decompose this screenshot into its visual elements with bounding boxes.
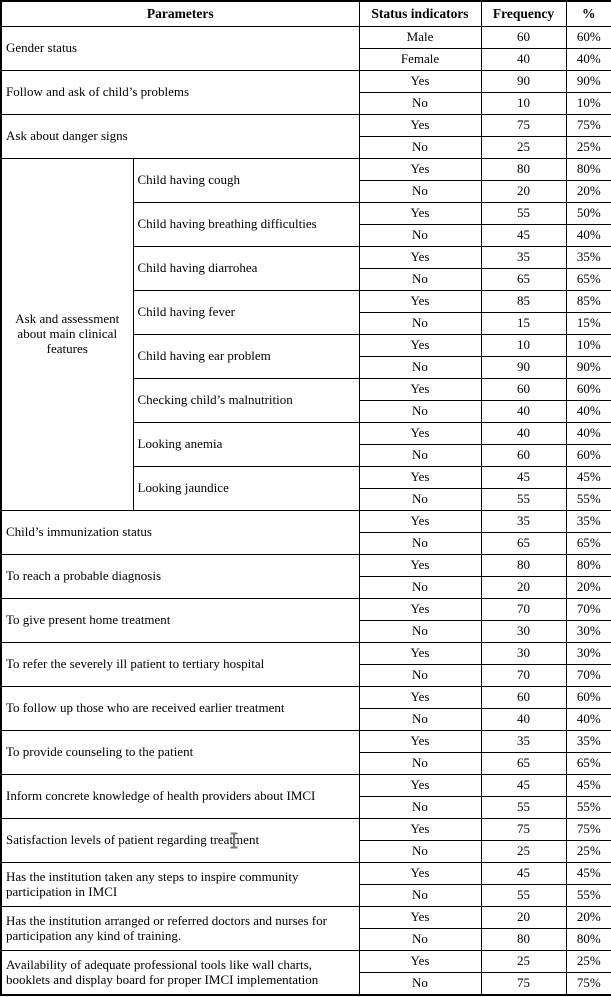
frequency-cell: 40 [481,423,566,445]
frequency-cell: 80 [481,555,566,577]
status-cell: Yes [359,687,481,709]
status-cell: No [359,841,481,863]
parameter-cell: To refer the severely ill patient to tertiary hospital [1,643,359,687]
status-cell: Yes [359,379,481,401]
percent-cell: 40% [566,401,611,423]
status-cell: No [359,401,481,423]
frequency-cell: 45 [481,863,566,885]
percent-cell: 30% [566,643,611,665]
status-cell: No [359,181,481,203]
frequency-cell: 55 [481,885,566,907]
parameter-cell: Satisfaction levels of patient regarding treatment [1,819,359,863]
status-cell: Yes [359,599,481,621]
percent-cell: 90% [566,71,611,93]
status-cell: Yes [359,511,481,533]
parameter-cell: To follow up those who are received earlier treatment [1,687,359,731]
percent-cell: 25% [566,951,611,973]
parameter-cell: Follow and ask of child’s problems [1,71,359,115]
frequency-cell: 80 [481,159,566,181]
table-row [1,951,611,973]
parameter-cell: Gender status [1,27,359,71]
sub-parameter-cell: Child having fever [133,291,359,335]
percent-cell: 75% [566,973,611,996]
table-row [1,511,611,533]
percent-cell: 30% [566,621,611,643]
status-cell: Yes [359,203,481,225]
status-cell: Yes [359,951,481,973]
percent-cell: 25% [566,841,611,863]
percent-cell: 40% [566,709,611,731]
percent-cell: 20% [566,181,611,203]
status-cell: Yes [359,863,481,885]
percent-cell: 40% [566,225,611,247]
table-row [1,71,611,93]
percent-cell: 65% [566,753,611,775]
percent-cell: 70% [566,665,611,687]
percent-cell: 25% [566,137,611,159]
status-cell: Yes [359,467,481,489]
status-cell: No [359,137,481,159]
status-cell: Yes [359,731,481,753]
percent-cell: 10% [566,335,611,357]
parameter-cell: Has the institution arranged or referred doctors and nurses for participation any kind of training. [1,907,359,951]
table-row [1,907,611,929]
status-cell: No [359,445,481,467]
status-cell: No [359,357,481,379]
status-cell: Yes [359,819,481,841]
percent-cell: 90% [566,357,611,379]
status-cell: No [359,929,481,951]
status-cell: No [359,797,481,819]
frequency-cell: 15 [481,313,566,335]
frequency-cell: 70 [481,665,566,687]
parameter-cell: Child’s immunization status [1,511,359,555]
status-cell: No [359,533,481,555]
parameter-cell: Availability of adequate professional tools like wall charts, booklets and display board for proper IMCI implementation [1,951,359,996]
frequency-cell: 65 [481,269,566,291]
table-row [1,775,611,797]
percent-cell: 20% [566,577,611,599]
table-row [1,599,611,621]
parameter-cell: Has the institution taken any steps to inspire community participation in IMCI [1,863,359,907]
frequency-cell: 30 [481,621,566,643]
frequency-cell: 35 [481,511,566,533]
frequency-cell: 75 [481,973,566,996]
status-cell: Yes [359,907,481,929]
table-row [1,159,611,181]
percent-cell: 80% [566,159,611,181]
percent-cell: 60% [566,379,611,401]
frequency-cell: 40 [481,709,566,731]
frequency-cell: 20 [481,577,566,599]
status-cell: No [359,225,481,247]
sub-parameter-cell: Child having breathing difficulties [133,203,359,247]
parameter-cell: To provide counseling to the patient [1,731,359,775]
frequency-cell: 65 [481,533,566,555]
status-cell: Male [359,27,481,49]
percent-cell: 60% [566,445,611,467]
percent-cell: 70% [566,599,611,621]
status-cell: No [359,489,481,511]
status-cell: No [359,753,481,775]
status-cell: No [359,665,481,687]
percent-cell: 35% [566,511,611,533]
frequency-cell: 75 [481,115,566,137]
percent-cell: 75% [566,115,611,137]
percent-cell: 45% [566,775,611,797]
table-body [1,27,611,996]
percent-cell: 35% [566,247,611,269]
sub-parameter-cell: Looking anemia [133,423,359,467]
percent-cell: 35% [566,731,611,753]
frequency-cell: 60 [481,27,566,49]
table-row [1,643,611,665]
frequency-cell: 40 [481,401,566,423]
percent-cell: 15% [566,313,611,335]
percent-cell: 55% [566,797,611,819]
status-cell: Yes [359,159,481,181]
sub-parameter-cell: Child having cough [133,159,359,203]
frequency-cell: 25 [481,951,566,973]
frequency-cell: 80 [481,929,566,951]
frequency-cell: 30 [481,643,566,665]
frequency-cell: 40 [481,49,566,71]
percent-cell: 45% [566,467,611,489]
table-row [1,555,611,577]
status-cell: No [359,885,481,907]
frequency-cell: 60 [481,379,566,401]
header-status-indicators: Status indicators [359,1,481,27]
frequency-cell: 55 [481,489,566,511]
sub-parameter-cell: Looking jaundice [133,467,359,511]
percent-cell: 45% [566,863,611,885]
frequency-cell: 90 [481,357,566,379]
status-cell: Yes [359,247,481,269]
frequency-cell: 55 [481,203,566,225]
header-parameters: Parameters [1,1,359,27]
percent-cell: 65% [566,269,611,291]
sub-parameter-cell: Child having diarrohea [133,247,359,291]
frequency-cell: 60 [481,445,566,467]
frequency-cell: 55 [481,797,566,819]
table-row [1,27,611,49]
frequency-cell: 45 [481,467,566,489]
table-header [1,1,611,27]
parameter-cell: Ask about danger signs [1,115,359,159]
header-frequency: Frequency [481,1,566,27]
parameter-cell: To give present home treatment [1,599,359,643]
table-row [1,819,611,841]
frequency-cell: 65 [481,753,566,775]
header-percent: % [566,1,611,27]
percent-cell: 85% [566,291,611,313]
percent-cell: 40% [566,49,611,71]
status-cell: No [359,973,481,996]
percent-cell: 60% [566,27,611,49]
table-row [1,115,611,137]
frequency-cell: 45 [481,775,566,797]
percent-cell: 40% [566,423,611,445]
frequency-cell: 25 [481,137,566,159]
parameter-group-cell: Ask and assessment about main clinical features [1,159,133,511]
status-cell: Yes [359,423,481,445]
percent-cell: 75% [566,819,611,841]
frequency-cell: 25 [481,841,566,863]
status-cell: No [359,93,481,115]
percent-cell: 55% [566,489,611,511]
header-row [1,1,611,27]
percent-cell: 20% [566,907,611,929]
frequency-cell: 60 [481,687,566,709]
parameter-cell: Inform concrete knowledge of health providers about IMCI [1,775,359,819]
percent-cell: 10% [566,93,611,115]
frequency-cell: 35 [481,247,566,269]
frequency-cell: 90 [481,71,566,93]
percent-cell: 80% [566,929,611,951]
percent-cell: 80% [566,555,611,577]
status-cell: Yes [359,291,481,313]
sub-parameter-cell: Child having ear problem [133,335,359,379]
frequency-cell: 85 [481,291,566,313]
frequency-cell: 70 [481,599,566,621]
status-cell: Female [359,49,481,71]
sub-parameter-cell: Checking child’s malnutrition [133,379,359,423]
frequency-cell: 10 [481,335,566,357]
status-cell: Yes [359,643,481,665]
status-cell: Yes [359,775,481,797]
status-cell: Yes [359,115,481,137]
percent-cell: 60% [566,687,611,709]
parameter-cell: To reach a probable diagnosis [1,555,359,599]
percent-cell: 55% [566,885,611,907]
frequency-cell: 20 [481,907,566,929]
frequency-cell: 10 [481,93,566,115]
table-row [1,863,611,885]
status-cell: No [359,709,481,731]
status-cell: No [359,269,481,291]
table-row [1,687,611,709]
percent-cell: 65% [566,533,611,555]
status-cell: Yes [359,555,481,577]
status-cell: No [359,621,481,643]
status-cell: No [359,577,481,599]
frequency-cell: 75 [481,819,566,841]
percent-cell: 50% [566,203,611,225]
frequency-cell: 20 [481,181,566,203]
status-cell: Yes [359,71,481,93]
status-cell: No [359,313,481,335]
frequency-cell: 35 [481,731,566,753]
status-cell: Yes [359,335,481,357]
table-row [1,731,611,753]
frequency-cell: 45 [481,225,566,247]
